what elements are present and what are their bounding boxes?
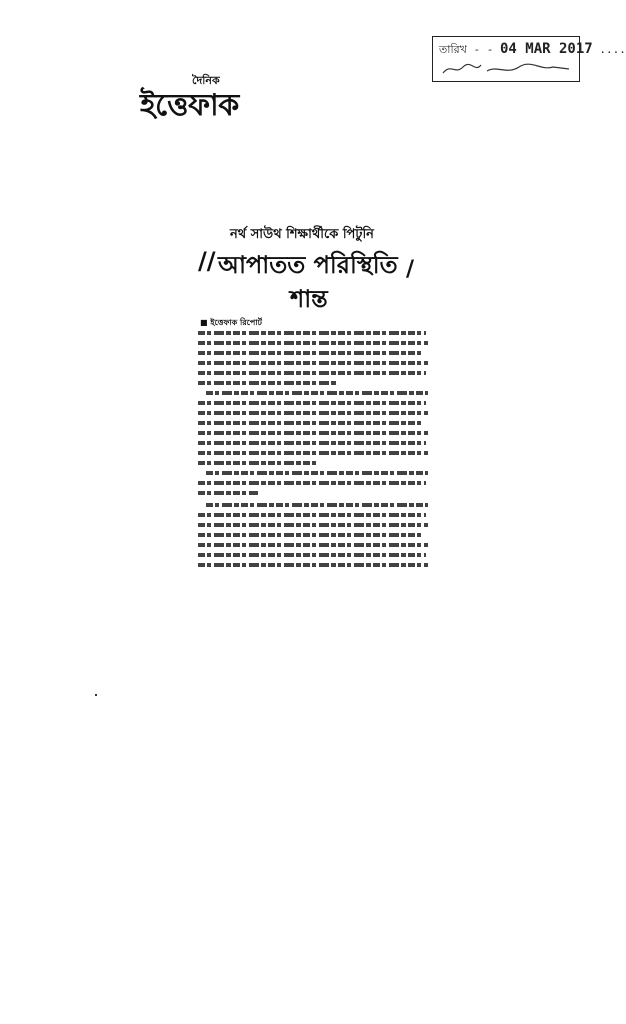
stamp-handwriting-icon: [441, 61, 573, 77]
article-headline: আপাতত পরিস্থিতি: [218, 251, 398, 279]
article-headline-line2: শান্ত: [290, 285, 328, 313]
article-body: [198, 329, 430, 569]
newspaper-name: ইত্তেফাক: [140, 88, 239, 123]
newspaper-masthead: [140, 72, 280, 121]
headline-ornament-right: /: [406, 257, 415, 282]
stamp-date: 04 MAR 2017: [500, 41, 593, 57]
article-byline: ■ ইত্তেফাক রিপোর্ট: [200, 318, 263, 327]
headline-ornament-left: //: [198, 247, 216, 275]
newspaper-clipping: [190, 225, 430, 575]
date-stamp: তারিখ - - 04 MAR 2017 ....: [432, 36, 580, 82]
article-kicker: নর্থ সাউথ শিক্ষার্থীকে পিটুনি: [230, 227, 374, 242]
article-body-text-illegible: [198, 329, 430, 569]
stamp-label: তারিখ: [439, 43, 467, 56]
masthead-prefix: দৈনিক: [192, 74, 220, 87]
scan-speck: [95, 694, 97, 696]
